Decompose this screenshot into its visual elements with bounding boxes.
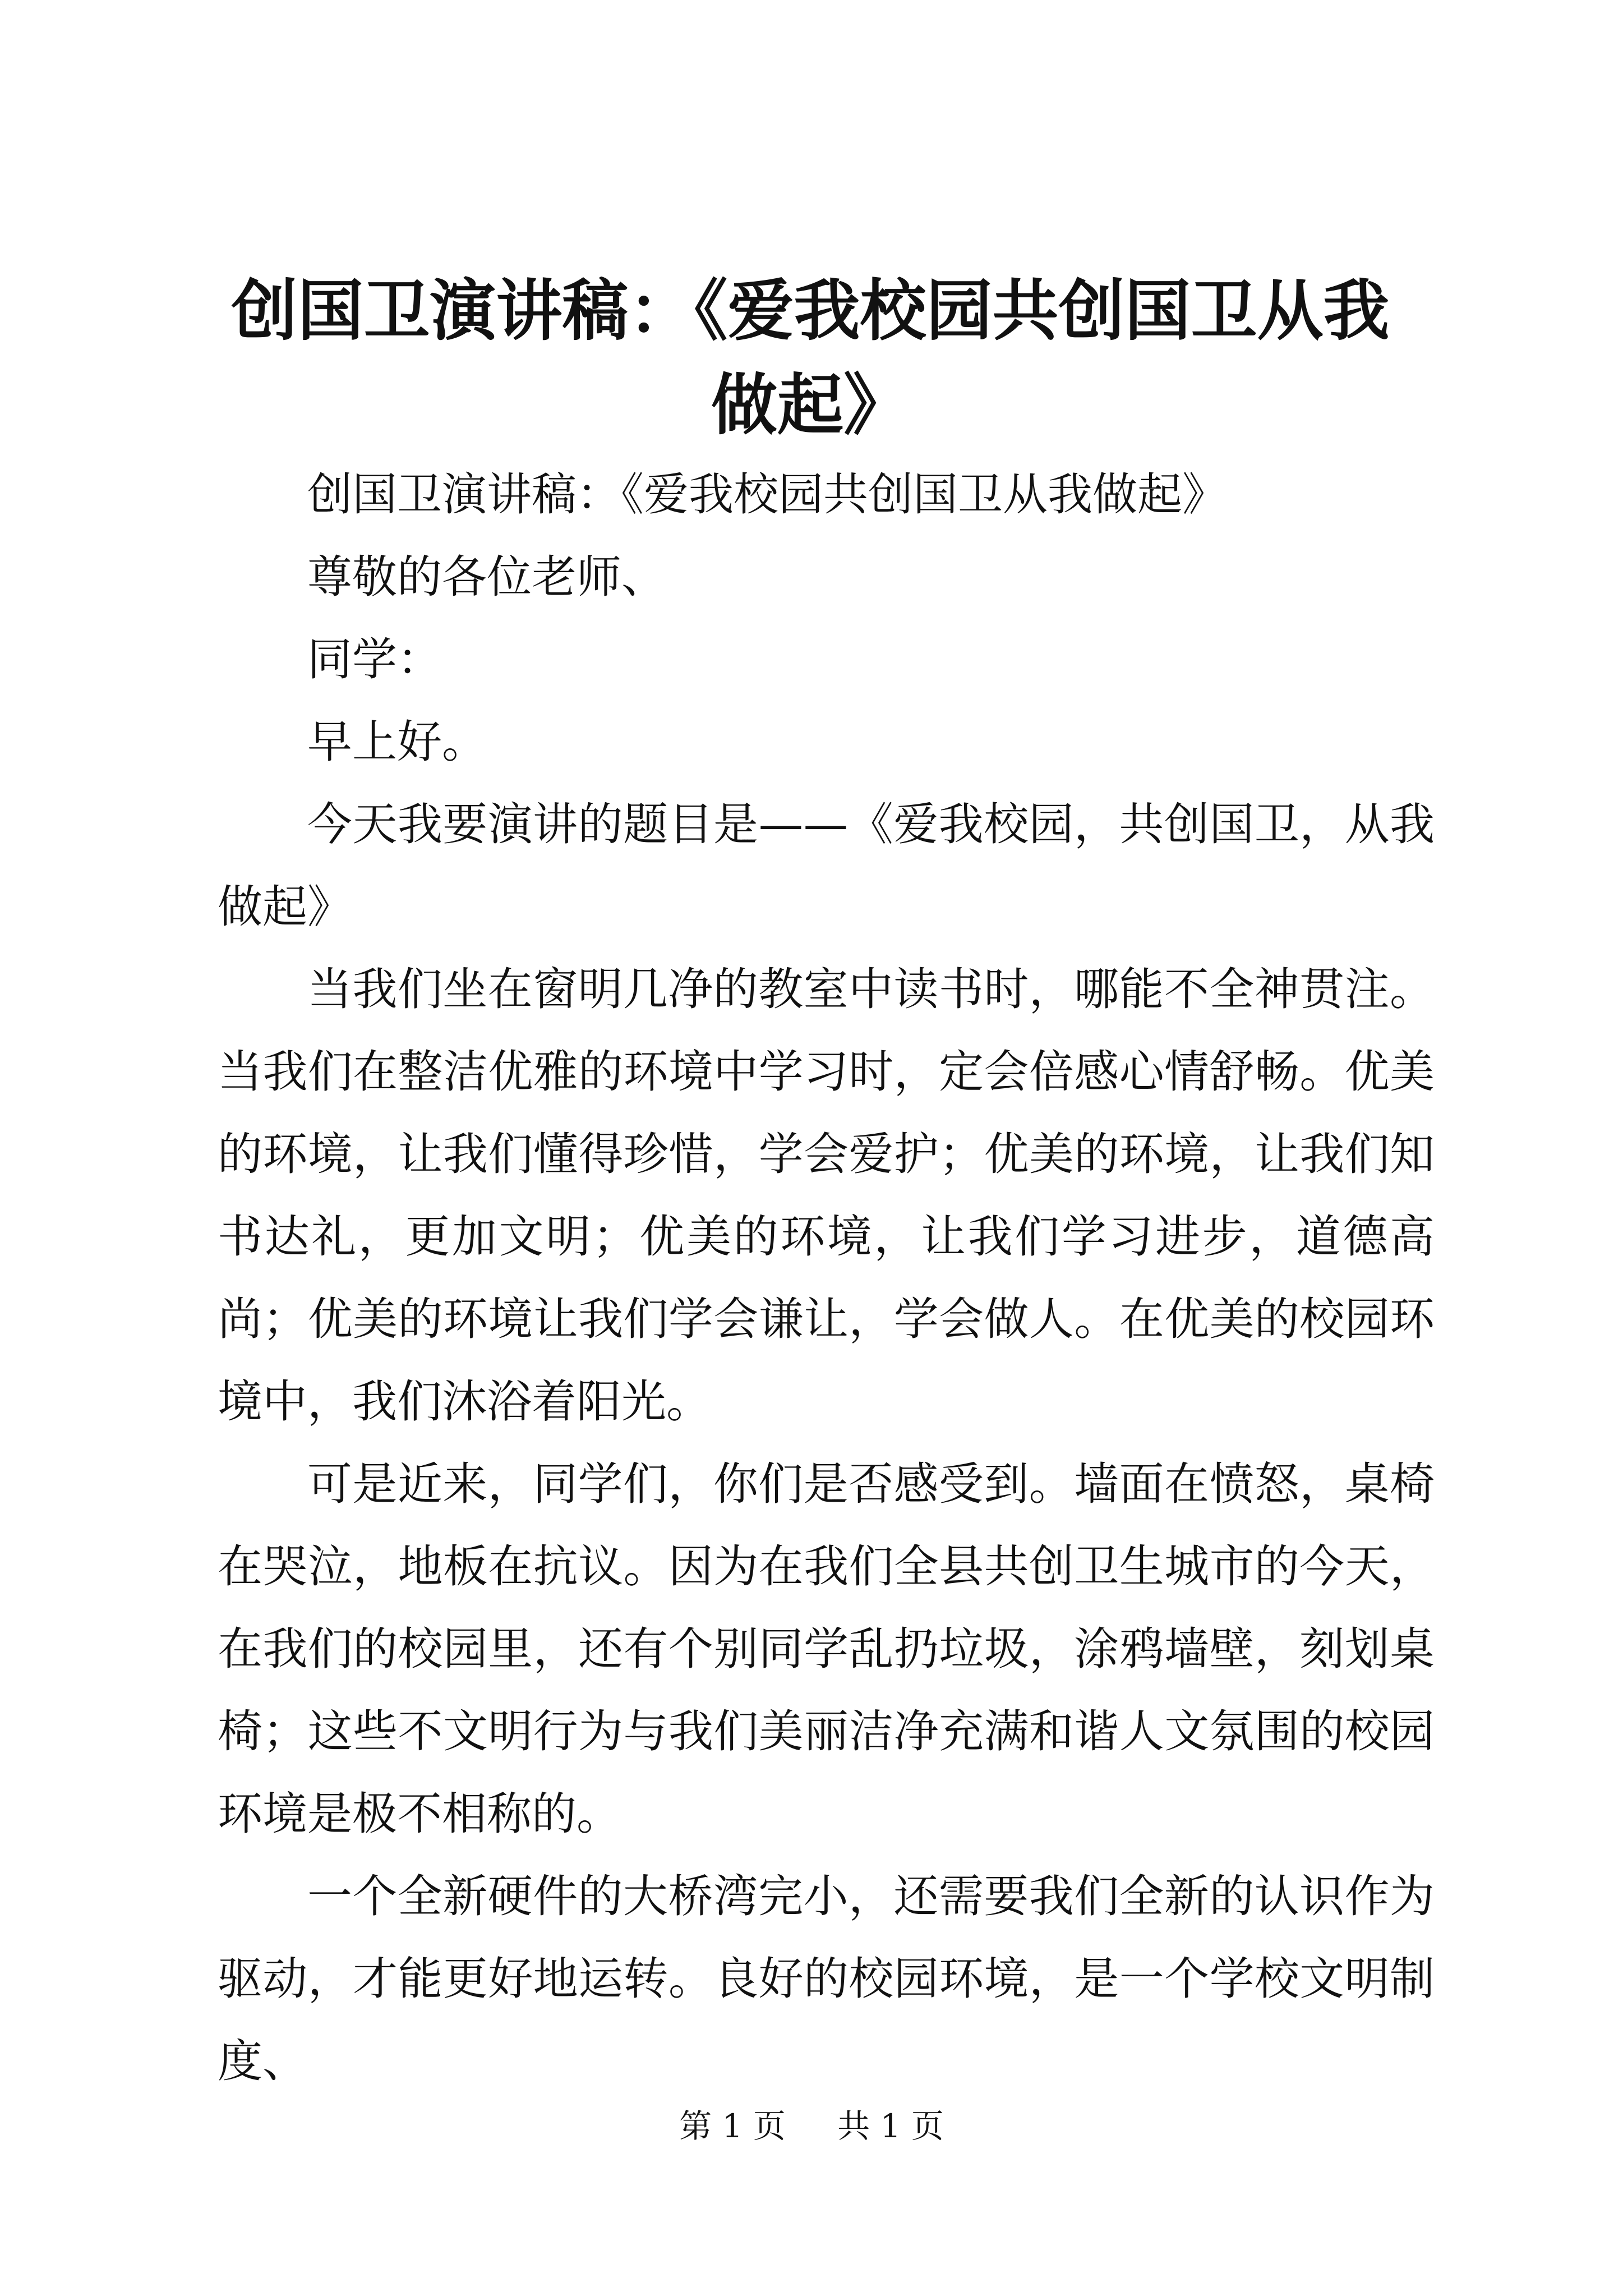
footer-spacer	[796, 2107, 827, 2145]
page-footer	[0, 2104, 1623, 2148]
page-number: 第 1 页	[679, 2107, 786, 2145]
paragraph-heading-repeat: 创国卫演讲稿：《爱我校园共创国卫从我做起》	[307, 468, 1227, 521]
document-title: 创国卫演讲稿：《爱我校园共创国卫从我做起》	[231, 272, 1390, 444]
paragraph-school-campus: 一个全新硬件的大桥湾完小，还需要我们全新的认识作为驱动，才能更好地运转。良好的校园环境，是一个学校文明制度、	[218, 1870, 1435, 2087]
paragraph-speech-topic: 今天我要演讲的题目是——《爱我校园，共创国卫，从我做起》	[218, 798, 1435, 933]
page-total: 共 1 页	[837, 2107, 944, 2145]
paragraph-salutation: 尊敬的各位老师、	[307, 551, 666, 603]
document-body	[218, 453, 1435, 2102]
paragraph-problems: 可是近来，同学们，你们是否感受到。墙面在愤怒，桌椅在哭泣，地板在抗议。因为在我们全县共创卫生城市的今天，在我们的校园里，还有个别同学乱扔垃圾，涂鸦墙壁，刻划桌椅；这些不文明行为与我们美丽洁净充满和谐人文氛围的校园环境是极不相称的。	[218, 1458, 1435, 1840]
paragraph-salutation-students: 同学：	[307, 633, 442, 685]
paragraph-environment: 当我们坐在窗明几净的教室中读书时，哪能不全神贯注。当我们在整洁优雅的环境中学习时，定会倍感心情舒畅。优美的环境，让我们懂得珍惜，学会爱护；优美的环境，让我们知书达礼，更加文明；优美的环境，让我们学习进步，道德高尚；优美的环境让我们学会谦让，学会做人。在优美的校园环境中，我们沐浴着阳光。	[218, 963, 1435, 1428]
paragraph-greeting: 早上好。	[307, 716, 487, 768]
